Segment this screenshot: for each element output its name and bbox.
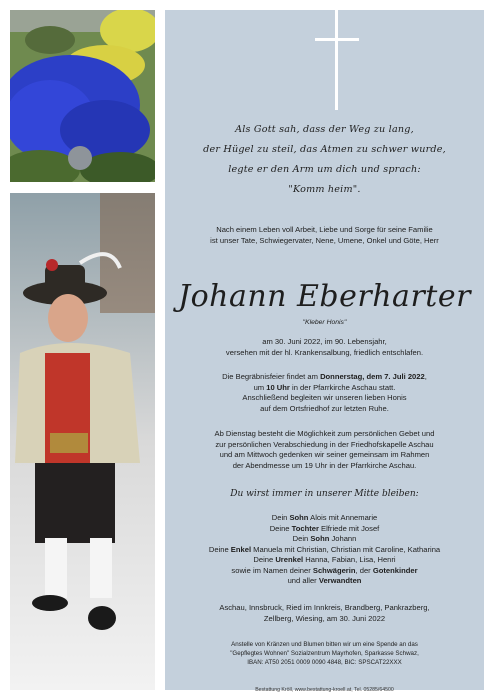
intro-text bbox=[165, 225, 484, 246]
death-line: am 30. Juni 2022, im 90. Lebensjahr, bbox=[262, 337, 387, 346]
family-line: Dein Sohn Alois mit Annemarie bbox=[271, 513, 378, 522]
cross-icon bbox=[315, 10, 359, 110]
funeral-line: Die Begräbnisfeier findet am Donnerstag, dem 7. Juli 2022, bbox=[222, 372, 427, 381]
donation-line: IBAN: AT50 2051 0009 0090 4848, BIC: SPSCAT22XXX bbox=[247, 659, 402, 667]
places-line: Aschau, Innsbruck, Ried im Innkreis, Brandberg, Pankrazberg, bbox=[219, 603, 430, 612]
family-line: Deine Urenkel Hanna, Fabian, Lisa, Henri bbox=[253, 555, 396, 564]
family-line: und aller Verwandten bbox=[287, 576, 362, 585]
verse-line: legte er den Arm um dich und sprach: bbox=[228, 164, 421, 175]
family-line: Dein Sohn Johann bbox=[292, 534, 357, 543]
verse-line: "Komm heim". bbox=[288, 184, 361, 195]
donation-line: "Gepflegtes Wohnen" Sozialzentrum Mayrhofen, Sparkasse Schwaz, bbox=[230, 650, 419, 658]
places-date bbox=[165, 603, 484, 624]
death-line: versehen mit der hl. Krankensalbung, friedlich entschlafen. bbox=[225, 347, 424, 357]
nickname: "Kleber Honis" bbox=[302, 319, 347, 326]
portrait-photo bbox=[10, 193, 155, 690]
intro-line: Nach einem Leben voll Arbeit, Liebe und Sorge für seine Familie bbox=[216, 225, 433, 234]
funeral-info bbox=[165, 372, 484, 414]
verse bbox=[165, 120, 484, 200]
family-line: Deine Tochter Elfriede mit Josef bbox=[269, 523, 380, 533]
funeral-line: auf dem Ortsfriedhof zur letzten Ruhe. bbox=[260, 403, 389, 413]
family-heading: Du wirst immer in unserer Mitte bleiben: bbox=[230, 489, 419, 499]
service-info bbox=[165, 429, 484, 471]
death-notice bbox=[165, 337, 484, 358]
service-line: der Abendmesse um 19 Uhr in der Pfarrkirche Aschau. bbox=[232, 460, 417, 470]
deceased-name: Johann Eberharter bbox=[178, 279, 471, 314]
verse-line: der Hügel zu steil, das Atmen zu schwer wurde, bbox=[203, 144, 446, 155]
family-list bbox=[165, 513, 484, 587]
flower-photo bbox=[10, 10, 155, 182]
donation-line: Anstelle von Kränzen und Blumen bitten wir um eine Spende an das bbox=[231, 641, 418, 648]
family-line: sowie im Namen deiner Schwägerin, der Gotenkinder bbox=[231, 565, 418, 575]
donation-note bbox=[165, 640, 484, 668]
verse-line: Als Gott sah, dass der Weg zu lang, bbox=[235, 124, 414, 135]
funeral-line: um 10 Uhr in der Pfarrkirche Aschau statt. bbox=[253, 382, 396, 392]
undertaker-info: Bestattung Kröll, www.bestattung-kroell.at, Tel. 05285/64500 bbox=[255, 687, 394, 693]
funeral-line: Anschließend begleiten wir unseren lieben Honis bbox=[242, 393, 407, 402]
intro-line: ist unser Tate, Schwiegervater, Nene, Umene, Onkel und Göte, Herr bbox=[210, 235, 439, 245]
service-line: und am Mittwoch gedenken wir seiner gemeinsam im Rahmen bbox=[219, 450, 430, 459]
service-line: Ab Dienstag besteht die Möglichkeit zum persönlichen Gebet und bbox=[214, 429, 435, 438]
service-line: zur persönlichen Verabschiedung in der Friedhofskapelle Aschau bbox=[215, 439, 434, 449]
obituary-panel bbox=[165, 10, 484, 693]
places-line: Zellberg, Wiesing, am 30. Juni 2022 bbox=[263, 613, 386, 623]
family-line: Deine Enkel Manuela mit Christian, Christian mit Caroline, Katharina bbox=[208, 544, 441, 554]
